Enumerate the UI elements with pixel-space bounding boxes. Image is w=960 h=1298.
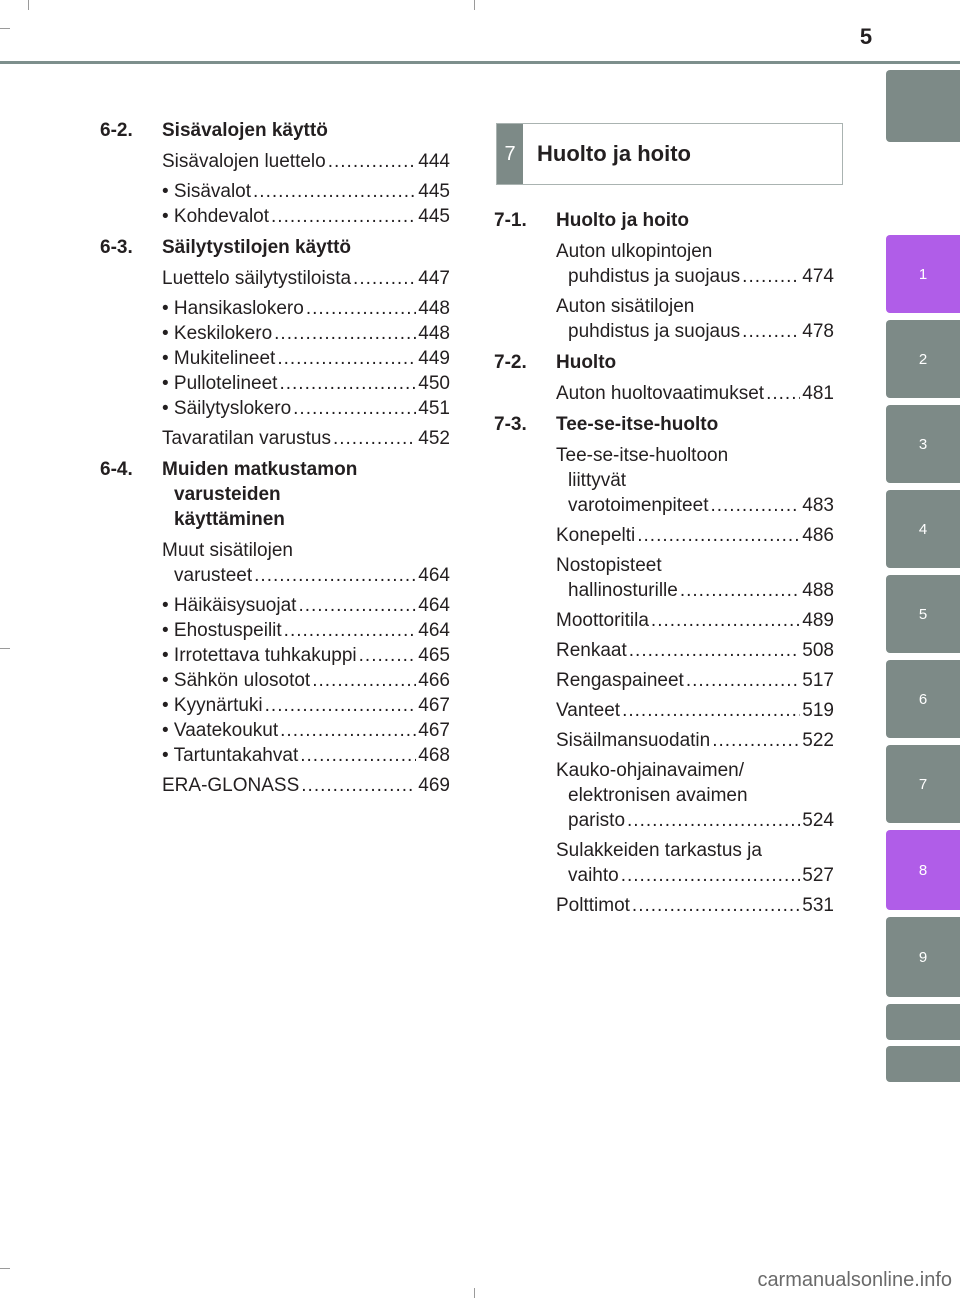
toc-entry-text: • Keskilokero [162,323,273,344]
toc-page-number: 469 [418,775,450,796]
dot-leader [712,728,800,753]
toc-entry[interactable] [100,296,450,321]
toc-entry-text: • Irrotettava tuhkakuppi [162,645,357,666]
toc-entry[interactable] [494,893,834,918]
dot-leader [253,179,416,204]
toc-page-number: 452 [418,428,450,449]
tab-8[interactable]: 8 [886,830,960,910]
section-title-line: varusteiden [174,484,281,505]
dot-leader [277,346,416,371]
section-title [556,208,834,233]
section-title-line: Tee-se-itse-huolto [556,414,719,435]
toc-entry[interactable] [100,743,450,768]
toc-page-number: 450 [418,373,450,394]
toc-section [494,350,834,406]
crop-mark [474,1288,475,1298]
dot-leader [284,618,417,643]
toc-entry[interactable] [100,426,450,451]
toc-entry-line: Auton sisätilojen [556,296,695,317]
toc-section [100,457,450,798]
dot-leader [300,743,416,768]
toc-entry-row [556,668,834,693]
crop-mark [0,28,10,29]
dot-leader [632,893,800,918]
toc-entry-row [556,863,834,888]
toc-entry[interactable] [494,668,834,693]
chapter-number: 7 [497,124,523,184]
dot-leader [328,149,417,174]
toc-page-number: 531 [802,895,834,916]
toc-entry[interactable] [100,266,450,291]
toc-entry-text: Tavaratilan varustus [162,428,331,449]
dot-leader [353,266,416,291]
toc-entry-text: Renkaat [556,640,627,661]
section-title [162,457,450,532]
toc-entry-text: ERA-GLONASS [162,775,300,796]
dot-leader [254,563,416,588]
chapter-title: Huolto ja hoito [537,141,691,166]
toc-entry-row [556,264,834,289]
toc-page-number: 447 [418,268,450,289]
toc-entry-text: • Pullotelineet [162,373,278,394]
dot-leader [710,493,800,518]
toc-entry[interactable] [494,608,834,633]
dot-leader [306,296,416,321]
toc-entry-line: Nostopisteet [556,555,662,576]
tab-1[interactable]: 1 [886,235,960,313]
toc-entry-row [162,321,450,346]
toc-entry-row [162,618,450,643]
toc-entry-text: varotoimenpiteet [568,495,709,516]
section-title [556,350,834,375]
dot-leader [280,718,416,743]
toc-entry-row [162,718,450,743]
toc-entry-row [556,808,834,833]
section-title-line: Muiden matkustamon [162,459,358,480]
tab-7[interactable]: 7 [886,745,960,823]
toc-entry[interactable] [494,638,834,663]
section-number: 7-3. [494,414,527,435]
toc-page-number: 524 [802,810,834,831]
dot-leader [293,396,416,421]
dot-leader [265,693,417,718]
section-heading [100,118,450,143]
toc-entry-line: Sulakkeiden tarkastus ja [556,840,762,861]
dot-leader [766,381,800,406]
toc-entry-text: • Kohdevalot [162,206,270,227]
toc-page-number: 517 [802,670,834,691]
toc-entry-row [556,698,834,723]
chapter-header [496,123,843,185]
section-title-line: Huolto [556,352,617,373]
toc-section [494,208,834,344]
dot-leader [333,426,416,451]
section-number: 6-3. [100,237,133,258]
toc-entry-text: • Ehostuspeilit [162,620,282,641]
toc-entry-row [162,371,450,396]
toc-entry-text: • Säilytyslokero [162,398,292,419]
tab-5[interactable]: 5 [886,575,960,653]
toc-entry-row [162,563,450,588]
toc-page-number: 464 [418,565,450,586]
section-title-line: Säilytystilojen käyttö [162,237,352,258]
toc-entry-text: • Sähkön ulosotot [162,670,311,691]
toc-entry[interactable] [494,758,834,833]
dot-leader [680,578,800,603]
toc-entry-text: Polttimot [556,895,630,916]
toc-entry-row [556,523,834,548]
toc-entry-line: Kauko-ohjainavaimen/ [556,760,745,781]
toc-page-number: 522 [802,730,834,751]
toc-entry-text: • Kyynärtuki [162,695,263,716]
section-number: 6-4. [100,459,133,480]
toc-section [494,412,834,918]
toc-entry-row [162,149,450,174]
tab-9[interactable]: 9 [886,917,960,997]
toc-entry[interactable] [100,593,450,618]
toc-entry[interactable] [494,698,834,723]
toc-entry-line: elektronisen avaimen [568,785,748,806]
toc-page-number: 508 [802,640,834,661]
section-title-line: Sisävalojen käyttö [162,120,328,141]
crop-mark [0,1268,10,1269]
toc-page-number: 444 [418,151,450,172]
tab-3[interactable]: 3 [886,405,960,483]
crop-mark [28,0,29,10]
toc-entry-row [162,643,450,668]
crop-mark [0,648,10,649]
tab-4[interactable]: 4 [886,490,960,568]
toc-entry-row [162,693,450,718]
section-heading [494,412,834,437]
toc-entry-text: varusteet [174,565,253,586]
toc-entry[interactable] [494,239,834,289]
toc-page-number: 478 [802,321,834,342]
toc-entry-row [162,296,450,321]
toc-page-number: 465 [418,645,450,666]
section-heading [494,208,834,233]
toc-entry[interactable] [100,204,450,229]
toc-page-number: 489 [802,610,834,631]
toc-entry[interactable] [100,321,450,346]
toc-entry-text: puhdistus ja suojaus [568,266,741,287]
toc-entry[interactable] [494,523,834,548]
toc-entry-text: Sisävalojen luettelo [162,151,326,172]
toc-entry-row [162,593,450,618]
toc-entry[interactable] [100,538,450,588]
toc-entry[interactable] [100,643,450,668]
toc-page-number: 483 [802,495,834,516]
toc-page-number: 467 [418,695,450,716]
toc-entry-text: Moottoritila [556,610,649,631]
toc-entry-text: • Sisävalot [162,181,252,202]
section-heading [100,235,450,260]
toc-entry[interactable] [494,294,834,344]
toc-entry-text: • Hansikaslokero [162,298,304,319]
toc-page-number: 474 [802,266,834,287]
dot-leader [686,668,800,693]
toc-page-number: 467 [418,720,450,741]
tab-6[interactable]: 6 [886,660,960,738]
section-title-line: Huolto ja hoito [556,210,689,231]
tab-blank-top[interactable] [886,70,960,142]
toc-entry-line: Auton ulkopintojen [556,241,713,262]
section-title-line: käyttäminen [174,509,285,530]
toc-section [100,118,450,229]
dot-leader [622,698,800,723]
toc-entry-text: Sisäilmansuodatin [556,730,711,751]
toc-entry[interactable] [494,838,834,888]
section-title [162,118,450,143]
toc-entry[interactable] [100,179,450,204]
section-number: 6-2. [100,120,133,141]
section-heading [494,350,834,375]
toc-entry-row [556,381,834,406]
dot-leader [271,204,416,229]
toc-page-number: 464 [418,620,450,641]
toc-page-number: 488 [802,580,834,601]
section-title [556,412,834,437]
chapter-tabs [886,0,960,1298]
toc-page-number: 481 [802,383,834,404]
dot-leader [274,321,416,346]
toc-entry-row [162,743,450,768]
toc-entry-row [556,608,834,633]
tab-2[interactable]: 2 [886,320,960,398]
dot-leader [279,371,416,396]
toc-entry-text: paristo [568,810,626,831]
toc-entry[interactable] [100,346,450,371]
toc-entry[interactable] [100,618,450,643]
toc-entry-row [162,396,450,421]
toc-entry-row [162,266,450,291]
toc-page-number: 468 [418,745,450,766]
toc-entry[interactable] [100,371,450,396]
toc-page-number: 449 [418,348,450,369]
dot-leader [621,863,801,888]
dot-leader [359,643,417,668]
toc-entry-row [162,773,450,798]
toc-entry-text: • Vaatekoukut [162,720,279,741]
section-number: 7-1. [494,210,527,231]
toc-entry-line: liittyvät [568,470,627,491]
section-heading [100,457,450,532]
toc-entry-line: Tee-se-itse-huoltoon [556,445,729,466]
toc-entry[interactable] [100,773,450,798]
toc-entry[interactable] [494,381,834,406]
toc-entry-row [162,668,450,693]
toc-entry[interactable] [494,728,834,753]
toc-page-number: 466 [418,670,450,691]
toc-entry-line: Muut sisätilojen [162,540,293,561]
toc-entry[interactable] [100,693,450,718]
toc-entry-row [556,893,834,918]
toc-right-column [494,208,834,924]
toc-entry[interactable] [100,149,450,174]
tab-blank-1[interactable] [886,1004,960,1040]
dot-leader [312,668,416,693]
toc-page-number: 527 [802,865,834,886]
dot-leader [651,608,800,633]
toc-page-number: 448 [418,323,450,344]
toc-entry-row [162,426,450,451]
toc-entry-text: vaihto [568,865,619,886]
watermark: carmanualsonline.info [757,1269,952,1291]
toc-left-column [100,118,450,804]
toc-entry-row [556,638,834,663]
tab-blank-2[interactable] [886,1046,960,1082]
toc-entry[interactable] [494,443,834,518]
toc-page-number: 451 [418,398,450,419]
toc-entry[interactable] [494,553,834,603]
dot-leader [298,593,416,618]
toc-entry-text: Luettelo säilytystiloista [162,268,352,289]
section-title [162,235,450,260]
toc-entry-row [162,204,450,229]
toc-entry-row [556,728,834,753]
toc-entry-text: • Tartuntakahvat [162,745,299,766]
dot-leader [742,264,800,289]
page-number: 5 [859,24,873,49]
toc-entry[interactable] [100,396,450,421]
toc-entry-text: Konepelti [556,525,636,546]
toc-entry-row [162,179,450,204]
dot-leader [629,638,801,663]
toc-entry-row [162,346,450,371]
toc-entry[interactable] [100,668,450,693]
section-number: 7-2. [494,352,527,373]
toc-entry-row [556,319,834,344]
toc-entry[interactable] [100,718,450,743]
toc-page-number: 445 [418,181,450,202]
toc-entry-text: Vanteet [556,700,621,721]
dot-leader [637,523,800,548]
toc-page-number: 519 [802,700,834,721]
toc-entry-row [556,493,834,518]
toc-entry-row [556,578,834,603]
toc-page-number: 448 [418,298,450,319]
toc-section [100,235,450,451]
dot-leader [627,808,800,833]
dot-leader [301,773,416,798]
toc-entry-text: hallinosturille [568,580,678,601]
toc-entry-text: • Mukitelineet [162,348,276,369]
dot-leader [742,319,800,344]
toc-entry-text: Auton huoltovaatimukset [556,383,765,404]
toc-page-number: 445 [418,206,450,227]
toc-page-number: 464 [418,595,450,616]
toc-page-number: 486 [802,525,834,546]
header-rule [0,61,960,64]
toc-entry-text: Rengaspaineet [556,670,684,691]
toc-entry-text: puhdistus ja suojaus [568,321,741,342]
crop-mark [474,0,475,10]
toc-entry-text: • Häikäisysuojat [162,595,297,616]
